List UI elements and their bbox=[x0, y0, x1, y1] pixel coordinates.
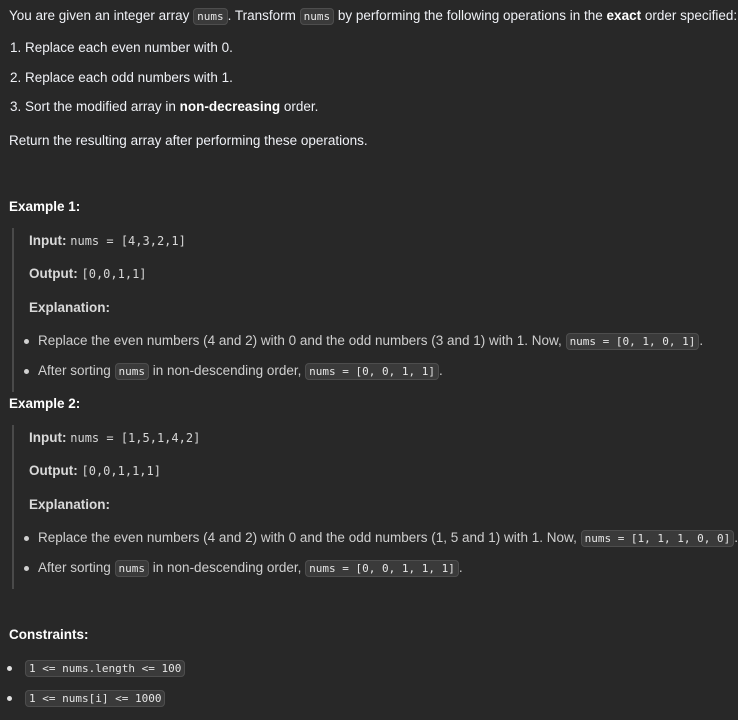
input-value: nums = [1,5,1,4,2] bbox=[70, 431, 201, 445]
inline-code-nums-value: nums = [0, 0, 1, 1, 1] bbox=[305, 560, 459, 577]
inline-code-nums: nums bbox=[300, 8, 335, 25]
step-3 bbox=[10, 97, 318, 117]
constraint-2 bbox=[9, 688, 165, 709]
output-value: [0,0,1,1,1] bbox=[81, 464, 161, 478]
constraint-1 bbox=[9, 658, 185, 679]
intro-text-4: order specified: bbox=[641, 8, 738, 23]
inline-code-nums: nums bbox=[193, 8, 228, 25]
step-3-suffix: order. bbox=[280, 99, 319, 114]
output-label: Output: bbox=[29, 463, 78, 478]
example-2-bullet-1: Replace the even numbers (4 and 2) with 0 and the odd numbers (1, 5 and 1) with 1. Now, nums = [1, 1, 1, 0, 0] . bbox=[22, 528, 738, 549]
constraint-code: 1 <= nums[i] <= 1000 bbox=[25, 690, 165, 707]
constraint-code: 1 <= nums.length <= 100 bbox=[25, 660, 185, 677]
example-1-input bbox=[29, 231, 186, 251]
example-1-explanation-label: Explanation: bbox=[29, 300, 111, 315]
example-1-bullet-1: Replace the even numbers (4 and 2) with 0 and the odd numbers (3 and 1) with 1. Now, nums = [0, 1, 0, 1] . bbox=[22, 331, 703, 352]
intro-text-3: by performing the following operations in the bbox=[334, 8, 607, 23]
step-2: 2. Replace each odd numbers with 1. bbox=[10, 70, 233, 85]
example-1-title: Example 1: bbox=[9, 199, 81, 214]
step-1: 1. Replace each even number with 0. bbox=[10, 40, 233, 55]
input-value: nums = [4,3,2,1] bbox=[70, 234, 186, 248]
inline-code-nums-value: nums = [1, 1, 1, 0, 0] bbox=[581, 530, 735, 547]
output-value: [0,0,1,1] bbox=[81, 267, 147, 281]
example-2-output bbox=[29, 461, 161, 481]
intro-paragraph bbox=[9, 6, 737, 27]
step-3-prefix: 3. Sort the modified array in bbox=[10, 99, 180, 114]
example-2-input bbox=[29, 428, 200, 448]
inline-code-nums: nums bbox=[115, 363, 150, 380]
return-text: Return the resulting array after performing these operations. bbox=[9, 133, 368, 148]
example-2-bullet-2: After sorting nums in non-descending order, nums = [0, 0, 1, 1, 1] . bbox=[22, 558, 463, 579]
inline-code-nums-value: nums = [0, 0, 1, 1] bbox=[305, 363, 439, 380]
example-1-bullet-2: After sorting nums in non-descending order, nums = [0, 0, 1, 1] . bbox=[22, 361, 443, 382]
constraints-title: Constraints: bbox=[9, 627, 89, 642]
example-1-output bbox=[29, 264, 147, 284]
example-2-explanation-label: Explanation: bbox=[29, 497, 111, 512]
input-label: Input: bbox=[29, 233, 67, 248]
intro-text-2: . Transform bbox=[227, 8, 300, 23]
intro-bold-exact: exact bbox=[606, 8, 642, 23]
output-label: Output: bbox=[29, 266, 78, 281]
inline-code-nums: nums bbox=[115, 560, 150, 577]
intro-text-1: You are given an integer array bbox=[9, 8, 194, 23]
step-3-bold: non-decreasing bbox=[179, 99, 281, 114]
example-2-title: Example 2: bbox=[9, 396, 81, 411]
input-label: Input: bbox=[29, 430, 67, 445]
inline-code-nums-value: nums = [0, 1, 0, 1] bbox=[566, 333, 700, 350]
